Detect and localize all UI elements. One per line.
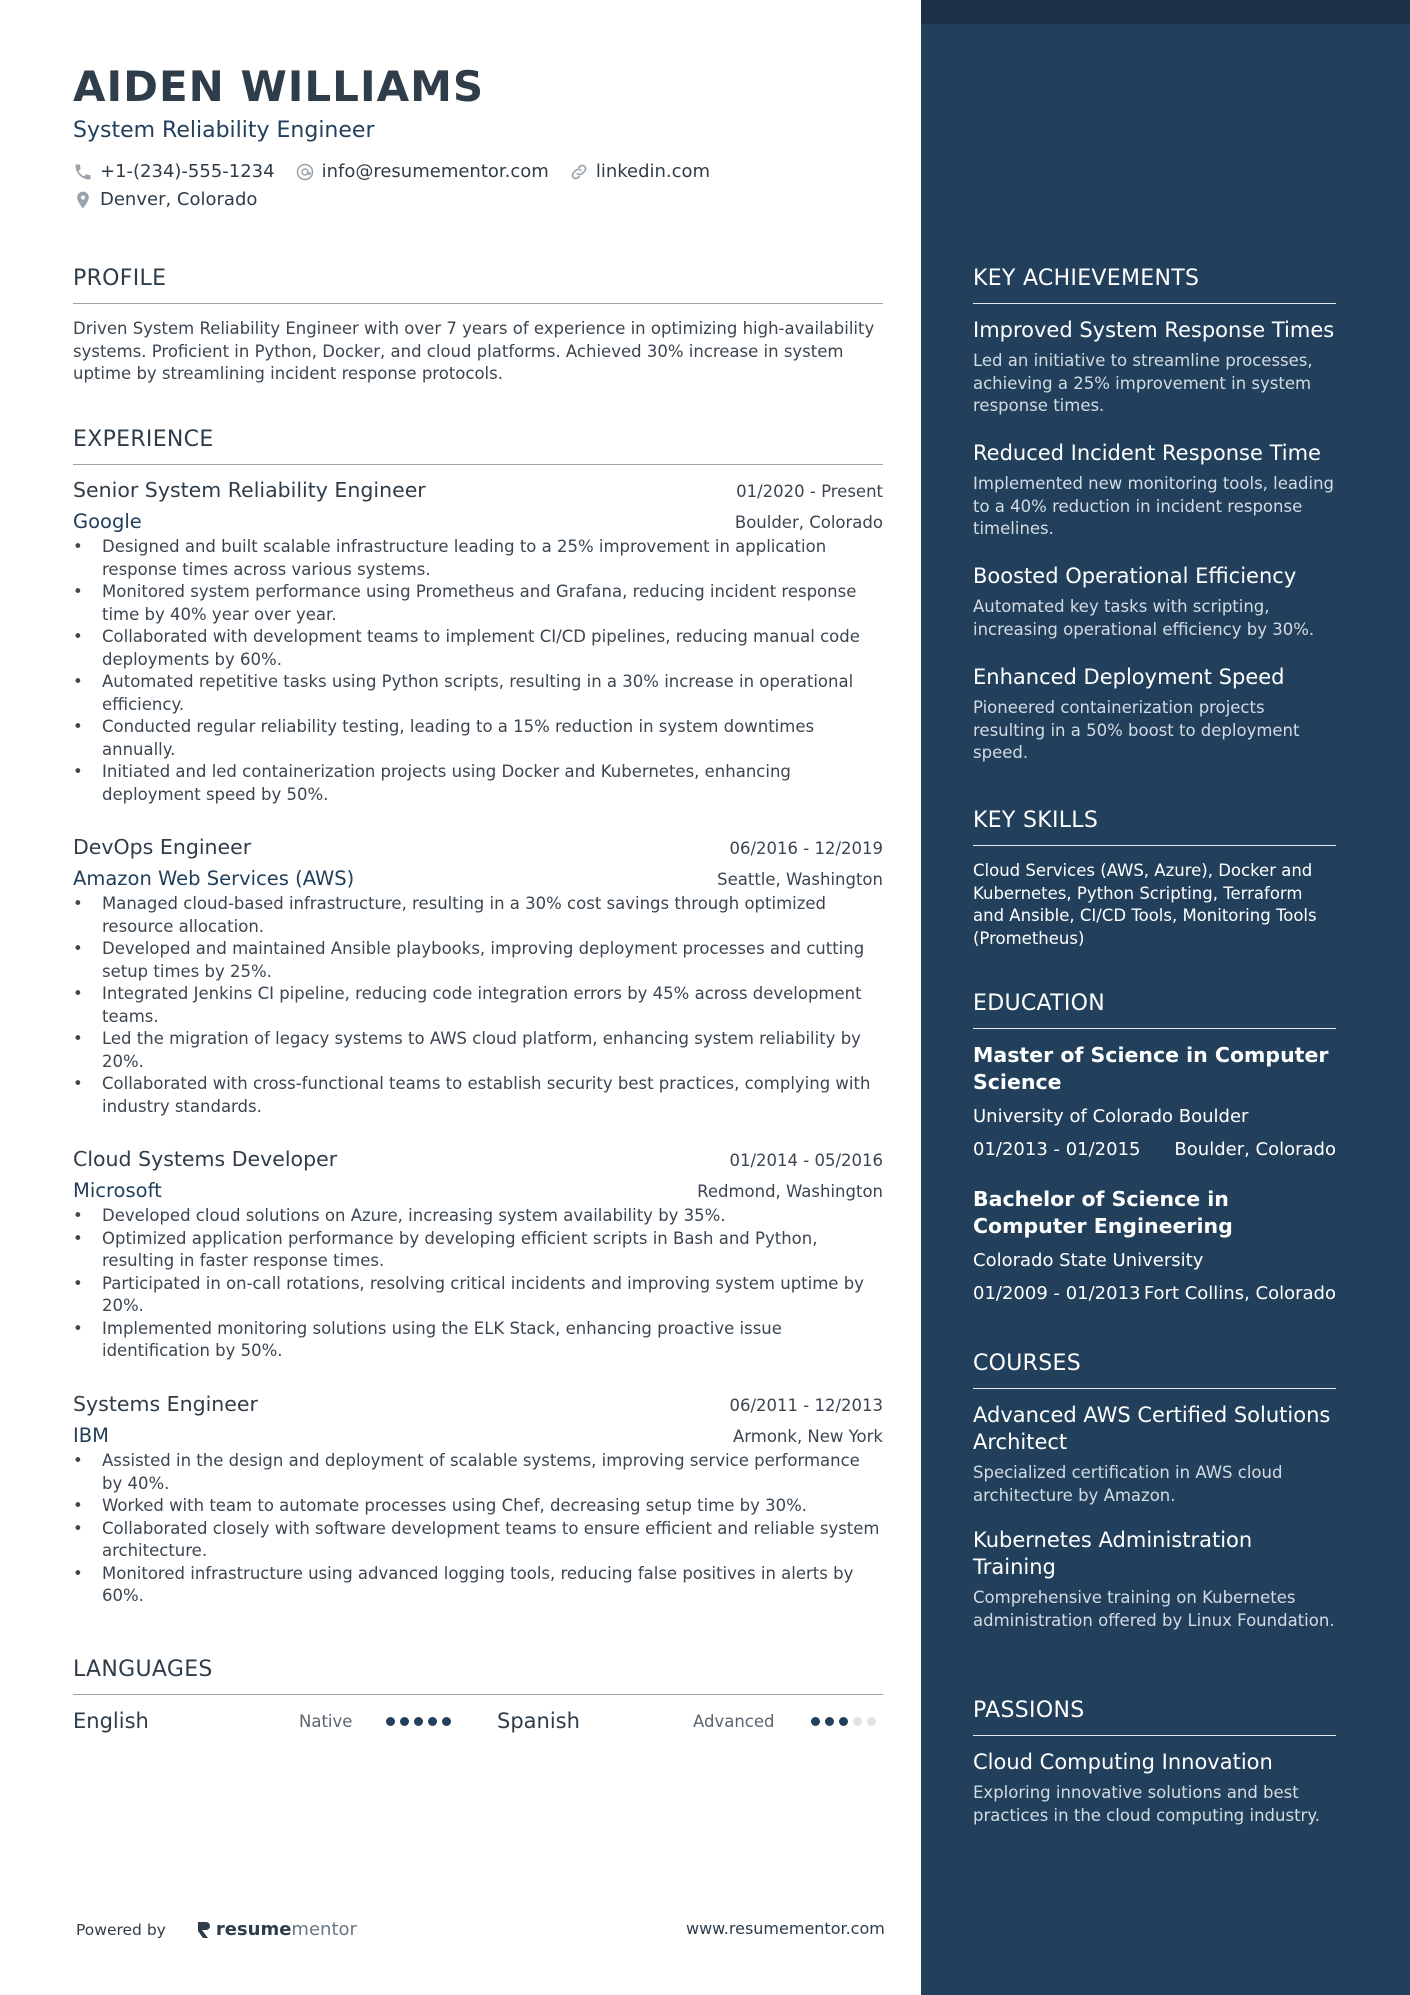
education-dates: 01/2013 - 01/2015 (973, 1139, 1141, 1160)
achievement-item (973, 317, 1336, 418)
contact-linkedin[interactable] (569, 161, 710, 182)
rating-dot-filled (839, 1717, 848, 1726)
bullet: • Integrated Jenkins CI pipeline, reducing code integration errors by 45% across development teams. (73, 983, 883, 1028)
education-item (973, 1186, 1336, 1304)
rating-dot-filled (428, 1717, 437, 1726)
job-location: Armonk, New York (732, 1427, 883, 1446)
job-location: Boulder, Colorado (734, 513, 883, 532)
rating-dot-filled (442, 1717, 451, 1726)
education-degree: Bachelor of Science in Computer Engineering (973, 1187, 1233, 1238)
location-text: Denver, Colorado (100, 189, 258, 210)
job-bullets (73, 536, 883, 806)
job-entry (73, 478, 883, 806)
achievement-item (973, 664, 1336, 765)
course-title: Kubernetes Administration Training (973, 1528, 1253, 1579)
job-location: Redmond, Washington (697, 1182, 883, 1201)
sidebar-top-band (921, 0, 1410, 24)
achievement-title: Boosted Operational Efficiency (973, 564, 1297, 588)
education-item (973, 1042, 1336, 1160)
at-icon (295, 162, 315, 182)
bullet: • Managed cloud-based infrastructure, resulting in a 30% cost savings through optimized resource allocation. (73, 893, 883, 938)
passions-heading: PASSIONS (973, 1698, 1336, 1736)
education-dates: 01/2009 - 01/2013 (973, 1283, 1141, 1304)
language-spanish (497, 1709, 881, 1733)
bullet: • Worked with team to automate processes using Chef, decreasing setup time by 30%. (73, 1495, 883, 1518)
skills-text: Cloud Services (AWS, Azure), Docker and Kubernetes, Python Scripting, Terraform and Ansible, CI/CD Tools, Monitoring Tools (Prometheus) (973, 861, 1317, 948)
profile-text: Driven System Reliability Engineer with over 7 years of experience in optimizing high-availability systems. Proficient in Python, Docker, and cloud platforms. Achieved 30% increase in system uptime by streamlining incident response protocols. (73, 319, 875, 383)
sidebar (921, 0, 1410, 1995)
bullet: • Implemented monitoring solutions using the ELK Stack, enhancing proactive issue identification by 50%. (73, 1318, 883, 1363)
course-text: Specialized certification in AWS cloud architecture by Amazon. (973, 1463, 1283, 1505)
brand-logo[interactable] (196, 1919, 357, 1940)
phone-text: +1-(234)-555-1234 (100, 161, 275, 182)
education-heading: EDUCATION (973, 991, 1336, 1029)
job-bullets (73, 1205, 883, 1363)
contact-email[interactable] (295, 161, 549, 182)
contact-location (73, 189, 277, 210)
footer-website[interactable]: www.resumementor.com (686, 1919, 885, 1938)
bullet: • Collaborated with development teams to implement CI/CD pipelines, reducing manual code deployments by 60%. (73, 626, 883, 671)
location-pin-icon (73, 190, 93, 210)
course-text: Comprehensive training on Kubernetes administration offered by Linux Foundation. (973, 1588, 1335, 1630)
job-entry (73, 1147, 883, 1363)
bullet: • Developed cloud solutions on Azure, increasing system availability by 35%. (73, 1205, 883, 1228)
job-title: Cloud Systems Developer (73, 1147, 338, 1171)
rating-dot-filled (825, 1717, 834, 1726)
achievement-text: Implemented new monitoring tools, leading to a 40% reduction in incident response timelines. (973, 474, 1335, 538)
job-bullets (73, 1450, 883, 1608)
bullet: • Developed and maintained Ansible playbooks, improving deployment processes and cutting setup times by 25%. (73, 938, 883, 983)
profile-heading: PROFILE (73, 266, 883, 304)
location-item (73, 189, 257, 210)
rating-dot-filled (386, 1717, 395, 1726)
job-entry (73, 1392, 883, 1608)
education-location: Fort Collins, Colorado (1143, 1283, 1336, 1304)
achievement-title: Enhanced Deployment Speed (973, 665, 1285, 689)
job-dates: 01/2014 - 05/2016 (729, 1151, 883, 1170)
course-item (973, 1527, 1336, 1632)
education-school: University of Colorado Boulder (973, 1106, 1249, 1127)
experience-heading: EXPERIENCE (73, 427, 883, 465)
candidate-title: System Reliability Engineer (73, 118, 375, 143)
contact-phone (73, 161, 275, 182)
company-name: Google (73, 510, 142, 533)
job-bullets (73, 893, 883, 1118)
achievement-title: Improved System Response Times (973, 318, 1335, 342)
powered-by-text: Powered by (76, 1920, 166, 1939)
achievement-text: Led an initiative to streamline processes, achieving a 25% improvement in system response times. (973, 351, 1313, 415)
passion-title: Cloud Computing Innovation (973, 1750, 1273, 1774)
phone-icon (73, 162, 93, 182)
bullet: • Designed and built scalable infrastructure leading to a 25% improvement in application response times across various systems. (73, 536, 883, 581)
achievements-heading: KEY ACHIEVEMENTS (973, 266, 1336, 304)
passion-text: Exploring innovative solutions and best practices in the cloud computing industry. (973, 1783, 1320, 1825)
email-text[interactable]: info@resumementor.com (321, 161, 549, 182)
company-name: Microsoft (73, 1179, 162, 1202)
job-entry (73, 835, 883, 1118)
bullet: • Participated in on-call rotations, resolving critical incidents and improving system uptime by 20%. (73, 1273, 883, 1318)
rating-dot-filled (811, 1717, 820, 1726)
rating-dot-filled (414, 1717, 423, 1726)
bullet: • Initiated and led containerization projects using Docker and Kubernetes, enhancing deployment speed by 50%. (73, 761, 883, 806)
achievement-item (973, 440, 1336, 541)
achievement-title: Reduced Incident Response Time (973, 441, 1321, 465)
achievement-text: Automated key tasks with scripting, increasing operational efficiency by 30%. (973, 597, 1315, 639)
achievement-text: Pioneered containerization projects resulting in a 50% boost to deployment speed. (973, 698, 1300, 762)
rating-dot-empty (853, 1717, 862, 1726)
job-title: Senior System Reliability Engineer (73, 478, 426, 502)
job-dates: 06/2016 - 12/2019 (729, 839, 883, 858)
job-dates: 01/2020 - Present (736, 482, 883, 501)
linkedin-text[interactable]: linkedin.com (595, 161, 711, 182)
courses-heading: COURSES (973, 1351, 1336, 1389)
job-location: Seattle, Washington (717, 870, 883, 889)
language-name: Spanish (497, 1709, 580, 1733)
language-level: Native (299, 1711, 353, 1731)
brand-name-bold: resume (215, 1919, 292, 1940)
bullet: • Collaborated with cross-functional teams to establish security best practices, complying with industry standards. (73, 1073, 883, 1118)
language-rating (386, 1717, 456, 1726)
candidate-name: AIDEN WILLIAMS (73, 62, 485, 111)
achievement-item (973, 563, 1336, 641)
education-location: Boulder, Colorado (1174, 1139, 1336, 1160)
rating-dot-filled (400, 1717, 409, 1726)
bullet: • Automated repetitive tasks using Python scripts, resulting in a 30% increase in operational efficiency. (73, 671, 883, 716)
passion-item (973, 1749, 1336, 1827)
bullet: • Collaborated closely with software development teams to ensure efficient and reliable system architecture. (73, 1518, 883, 1563)
bullet: • Assisted in the design and deployment of scalable systems, improving service performance by 40%. (73, 1450, 883, 1495)
languages-heading: LANGUAGES (73, 1657, 883, 1695)
course-title: Advanced AWS Certified Solutions Architect (973, 1403, 1331, 1454)
language-rating (811, 1717, 881, 1726)
contact-row (73, 161, 730, 182)
language-name: English (73, 1709, 149, 1733)
job-title: DevOps Engineer (73, 835, 252, 859)
language-level: Advanced (693, 1711, 775, 1731)
bullet: • Led the migration of legacy systems to AWS cloud platform, enhancing system reliability by 20%. (73, 1028, 883, 1073)
education-school: Colorado State University (973, 1250, 1204, 1271)
resumementor-logo-icon (196, 1920, 212, 1940)
job-dates: 06/2011 - 12/2013 (729, 1396, 883, 1415)
footer-powered (76, 1919, 357, 1940)
bullet: • Conducted regular reliability testing, leading to a 15% reduction in system downtimes annually. (73, 716, 883, 761)
skills-heading: KEY SKILLS (973, 808, 1336, 846)
rating-dot-empty (867, 1717, 876, 1726)
bullet: • Monitored system performance using Prometheus and Grafana, reducing incident response time by 40% year over year. (73, 581, 883, 626)
bullet: • Monitored infrastructure using advanced logging tools, reducing false positives in alerts by 60%. (73, 1563, 883, 1608)
company-name: Amazon Web Services (AWS) (73, 867, 355, 890)
brand-name-light: mentor (291, 1919, 357, 1940)
course-item (973, 1402, 1336, 1507)
bullet: • Optimized application performance by developing efficient scripts in Bash and Python, resulting in faster response times. (73, 1228, 883, 1273)
education-degree: Master of Science in Computer Science (973, 1043, 1329, 1094)
link-icon (569, 162, 589, 182)
language-english (73, 1709, 456, 1733)
job-title: Systems Engineer (73, 1392, 258, 1416)
company-name: IBM (73, 1424, 109, 1447)
